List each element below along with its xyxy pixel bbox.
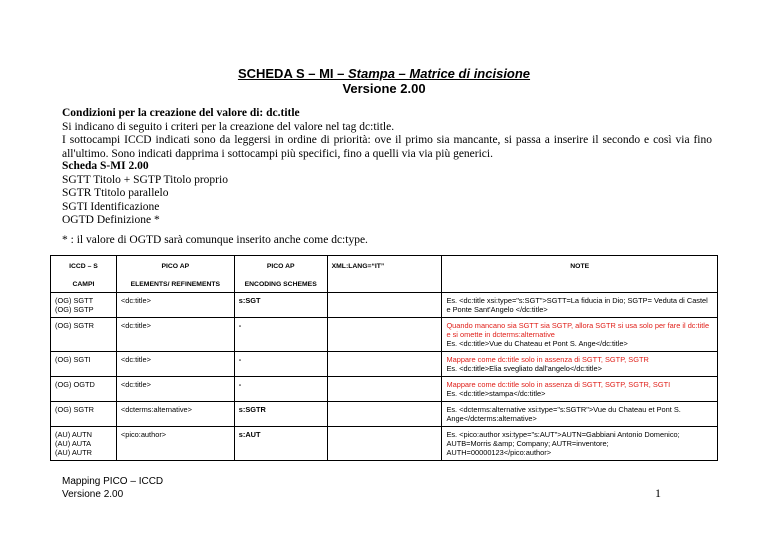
table-row [51,402,718,427]
scheda-line: SGTI Identificazione [62,200,160,213]
cell-element: <dc:title> [116,377,234,402]
intro-line-2: I sottocampi ICCD indicati sono da leggersi in ordine di priorità: ove il primo sia mancante, si passa a inserire il secondo e così via fino all'ultimo. Sono indicati dapprima i sottocampi più specifici, fino a quelli via via più generici. [62,134,712,160]
cell-campi: (OG) SGTR [51,318,117,352]
table-row [51,293,718,318]
note-example: Es. <dc:title xsi:type="s:SGT">SGTT=La fiducia in Dio; SGTP= Veduta di Castel e Ponte Sant'Angelo </dc:title> [446,296,708,314]
title-italic: Stampa – Matrice di incisione [347,66,531,81]
note-condition: Mappare come dc:title solo in assenza di SGTT, SGTP, SGTR [446,355,649,364]
document-version: Versione 2.00 [342,81,426,96]
note-condition: Mappare come dc:title solo in assenza di SGTT, SGTP, SGTR, SGTI [446,380,671,389]
cell-note [442,402,718,427]
cell-campi: (OG) OGTD [51,377,117,402]
cell-lang [327,318,442,352]
table-row [51,352,718,377]
note-example: Es. <dc:title>Vue du Chateau et Pont S. Ange</dc:title> [446,339,628,348]
note-example: Es. <dc:title>stampa</dc:title> [446,389,546,398]
table-row [51,318,718,352]
cell-note [442,293,718,318]
cell-lang [327,377,442,402]
cell-campi: (OG) SGTT (OG) SGTP [51,293,117,318]
note-example: Es. <dcterms:alternative xsi:type="s:SGTR">Vue du Chateau et Pont S. Ange</dcterms:alternative> [446,405,681,423]
cell-scheme: - [234,352,327,377]
note-example: Es. <dc:title>Elia svegliato dall'angelo</dc:title> [446,364,602,373]
scheda-heading: Scheda S-MI 2.00 [62,160,149,172]
cell-element: <dcterms:alternative> [116,402,234,427]
header-pico-schemes: PICO AP ENCODING SCHEMES [234,256,327,293]
scheda-section [62,160,228,228]
cell-element: <dc:title> [116,293,234,318]
header-note: NOTE [442,256,718,293]
cell-lang [327,402,442,427]
cell-lang [327,427,442,461]
cell-scheme: s:AUT [234,427,327,461]
cell-campi: (OG) SGTR [51,402,117,427]
note-condition: Quando mancano sia SGTT sia SGTP, allora SGTR si usa solo per fare il dc:title e si omette in dcterms:alternative [446,321,710,339]
intro-heading: Condizioni per la creazione del valore di: dc.title [62,107,300,119]
cell-campi: (OG) SGTI [51,352,117,377]
scheda-line: OGTD Definizione * [62,214,160,226]
scheda-line: SGTR Ttitolo parallelo [62,187,169,199]
table-header-row [51,256,718,293]
page-number: 1 [655,486,661,500]
cell-element: <pico:author> [116,427,234,461]
document-title [0,66,768,81]
table-row [51,427,718,461]
footer-title: Mapping PICO – ICCD [62,476,164,487]
cell-note [442,318,718,352]
cell-scheme: s:SGT [234,293,327,318]
intro-section [62,107,712,161]
cell-note [442,427,718,461]
header-pico-elements: PICO AP ELEMENTS/ REFINEMENTS [116,256,234,293]
scheda-line: SGTT Titolo + SGTP Titolo proprio [62,173,228,186]
footnote: * : il valore di OGTD sarà comunque inserito anche come dc:type. [62,234,368,246]
cell-lang [327,293,442,318]
footer-version: Versione 2.00 [62,489,124,500]
cell-note [442,352,718,377]
cell-element: <dc:title> [116,352,234,377]
cell-note [442,377,718,402]
note-example: Es. <pico:author xsi:type="s:AUT">AUTN=Gabbiani Antonio Domenico; AUTB=Morris &amp; Company; AUTR=inventore; AUTH=00000123</pico:author> [446,430,680,457]
intro-line-1: Si indicano di seguito i criteri per la creazione del valore nel tag dc:title. [62,120,395,133]
title-prefix: SCHEDA S – MI – [237,66,348,81]
header-iccd-campi: ICCD – S CAMPI [51,256,117,293]
cell-scheme: - [234,318,327,352]
header-xml-lang: XML:LANG=“IT” [327,256,442,293]
mapping-table [50,255,718,461]
cell-scheme: - [234,377,327,402]
cell-lang [327,352,442,377]
table-row [51,377,718,402]
cell-campi: (AU) AUTN (AU) AUTA (AU) AUTR [51,427,117,461]
cell-scheme: s:SGTR [234,402,327,427]
cell-element: <dc:title> [116,318,234,352]
page-footer [62,475,163,501]
